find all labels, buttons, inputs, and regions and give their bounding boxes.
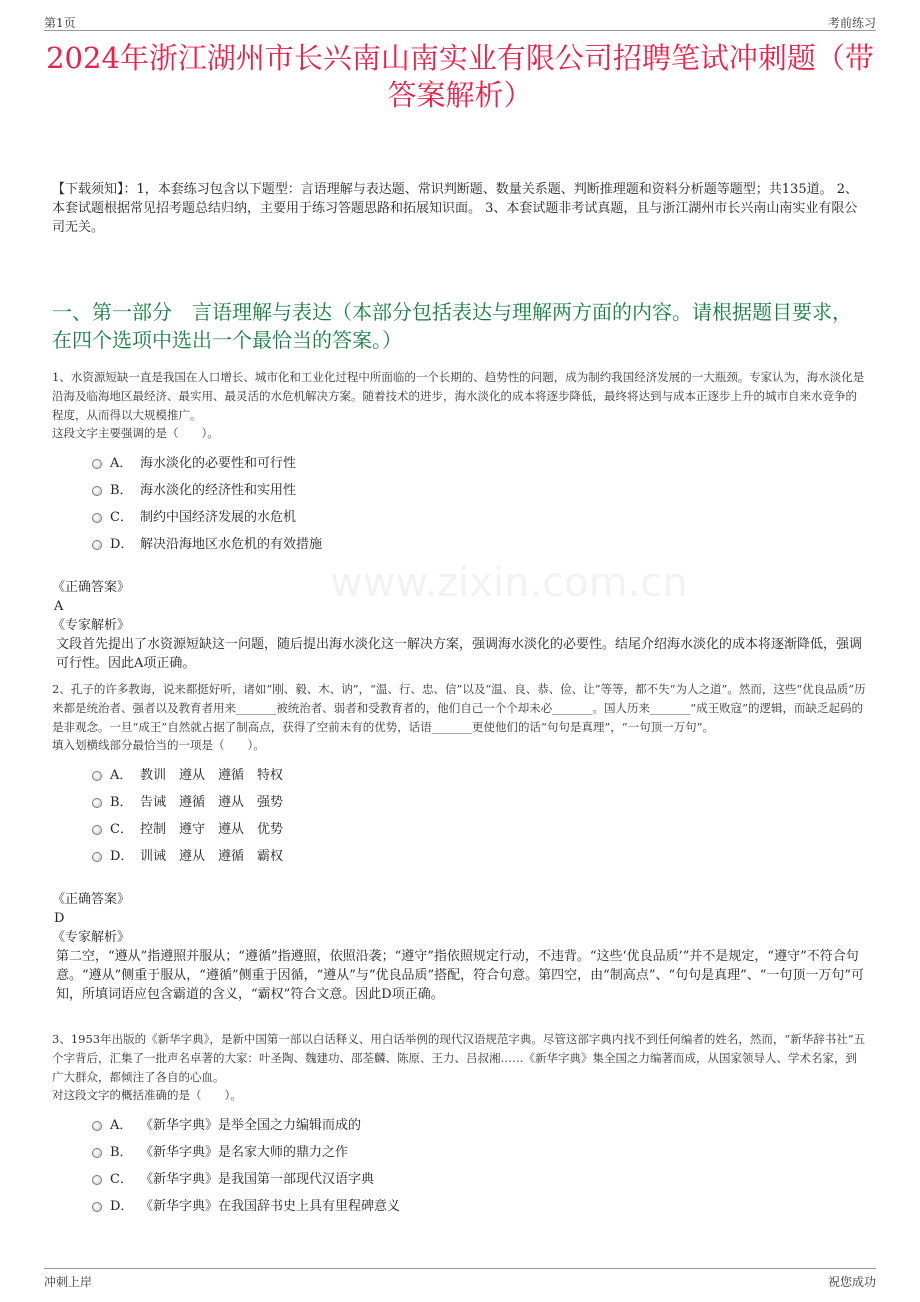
radio-icon[interactable] [92, 459, 102, 469]
option-c[interactable]: C． 《新华字典》是我国第一部现代汉语字典 [92, 1164, 868, 1191]
radio-icon[interactable] [92, 825, 102, 835]
page-header [44, 10, 876, 31]
options-list [92, 1110, 868, 1218]
radio-icon[interactable] [92, 486, 102, 496]
download-notice: 【下载须知】：1，本套练习包含以下题型：言语理解与表达题、常识判断题、数量关系题、判断推理题和资料分析题等题型；共135道。 2、本套试题根据常见招考题总结归纳，主要用于练习答题思路和拓展知识面。 3、本套试题非考试真题，且与浙江湖州市长兴南山南实业有限公司无关。 [52, 182, 858, 235]
section-title: 一、第一部分 言语理解与表达（本部分包括表达与理解两方面的内容。请根据题目要求，在四个选项中选出一个最恰当的答案。） [52, 300, 852, 352]
question-prompt: 填入划横线部分最恰当的一项是（ ）。 [52, 738, 265, 752]
option-c[interactable]: C． 控制 遵守 遵从 优势 [92, 814, 868, 841]
watermark: www.zixin.com.cn [330, 560, 688, 606]
question-2 [52, 680, 868, 1004]
radio-icon[interactable] [92, 1175, 102, 1185]
option-d[interactable]: D． 训诫 遵从 遵循 霸权 [92, 841, 868, 868]
option-b[interactable]: B． 海水淡化的经济性和实用性 [92, 475, 868, 502]
analysis-text: 第二空，“遵从”指遵照并服从；“遵循”指遵照，依照沿袭；“遵守”指依照规定行动，不违背。“这些‘优良品质’”并不是规定，“遵守”不符合句意。“遵从”侧重于服从，“遵循”侧重于因循，“遵从”与“优良品质”搭配，符合句意。第四空，由“制高点”、“句句是真理”、“一句顶一万句”可知，所填词语应包含霸道的含义，“霸权”符合文意。因此D项正确。 [56, 949, 865, 1002]
option-b[interactable]: B． 告诫 遵循 遵从 强势 [92, 787, 868, 814]
page-number: 第1页 [44, 16, 76, 30]
radio-icon[interactable] [92, 1148, 102, 1158]
question-1 [52, 368, 868, 673]
answer-block [52, 578, 868, 635]
question-prompt: 对这段文字的概括准确的是（ ）。 [52, 1088, 242, 1102]
option-b[interactable]: B． 《新华字典》是名家大师的鼎力之作 [92, 1137, 868, 1164]
page-title: 2024年浙江湖州市长兴南山南实业有限公司招聘笔试冲刺题（带答案解析） [46, 41, 874, 112]
question-3 [52, 1030, 868, 1218]
options-list [92, 760, 868, 868]
footer-left: 冲刺上岸 [44, 1275, 93, 1289]
options-list [92, 448, 868, 556]
radio-icon[interactable] [92, 771, 102, 781]
analysis-label: 《专家解析》 [52, 930, 131, 945]
answer-value: D [54, 911, 65, 926]
page-footer [44, 1268, 876, 1289]
question-stem: 3、1953年出版的《新华字典》，是新中国第一部以白话释义、用白话举例的现代汉语规范字典。尽管这部字典内找不到任何编者的姓名，然而，“新华辞书社”五个字背后，汇集了一批声名卓著的大家：叶圣陶、魏建功、邵荃麟、陈原、王力、吕叔湘……《新华字典》集全国之力编著而成，从国家领导人、学术名家，到广大群众，都倾注了各自的心血。 [52, 1032, 866, 1084]
answer-label: 《正确答案》 [52, 892, 131, 907]
radio-icon[interactable] [92, 540, 102, 550]
radio-icon[interactable] [92, 798, 102, 808]
option-c[interactable]: C． 制约中国经济发展的水危机 [92, 502, 868, 529]
option-d[interactable]: D． 《新华字典》在我国辞书史上具有里程碑意义 [92, 1191, 868, 1218]
option-a[interactable]: A． 教训 遵从 遵循 特权 [92, 760, 868, 787]
header-label: 考前练习 [827, 16, 876, 30]
radio-icon[interactable] [92, 513, 102, 523]
option-d[interactable]: D． 解决沿海地区水危机的有效措施 [92, 529, 868, 556]
radio-icon[interactable] [92, 1202, 102, 1212]
footer-right: 祝您成功 [827, 1275, 876, 1289]
option-a[interactable]: A． 《新华字典》是举全国之力编辑而成的 [92, 1110, 868, 1137]
question-stem: 1、水资源短缺一直是我国在人口增长、城市化和工业化过程中所面临的一个长期的、趋势性的问题，成为制约我国经济发展的一大瓶颈。专家认为，海水淡化是沿海及临海地区最经济、最实用、最灵活的水危机解决方案。随着技术的进步，海水淡化的成本将逐步降低，最终将达到与成本正逐步上升的城市自来水竞争的程度，从而得以大规模推广。 [52, 370, 865, 422]
answer-value: A [54, 599, 64, 614]
analysis-label: 《专家解析》 [52, 618, 131, 633]
question-prompt: 这段文字主要强调的是（ ）。 [52, 426, 219, 440]
option-a[interactable]: A． 海水淡化的必要性和可行性 [92, 448, 868, 475]
analysis-text: 文段首先提出了水资源短缺这一问题，随后提出海水淡化这一解决方案，强调海水淡化的必要性。结尾介绍海水淡化的成本将逐渐降低，强调可行性。因此A项正确。 [56, 637, 863, 671]
question-stem: 2、孔子的许多教诲，说来都挺好听，诸如“刚、毅、木、讷”，“温、行、忠、信”以及“温、良、恭、俭、让”等等，都不失“为人之道”。然而，这些“优良品质”历来都是统治者、强者以及教育者用来_______被统治者、弱者和受教育者的，他们自己一个个却未必_______。国人历来_______“成王败寇”的逻辑，而缺乏起码的是非观念。一旦“成王”自然就占据了制高点，获得了空前未有的优势，话语_______更使他们的话“句句是真理”，“一句顶一万句”。 [52, 682, 866, 734]
answer-label: 《正确答案》 [52, 580, 131, 595]
radio-icon[interactable] [92, 1121, 102, 1131]
answer-block [52, 890, 868, 947]
radio-icon[interactable] [92, 852, 102, 862]
